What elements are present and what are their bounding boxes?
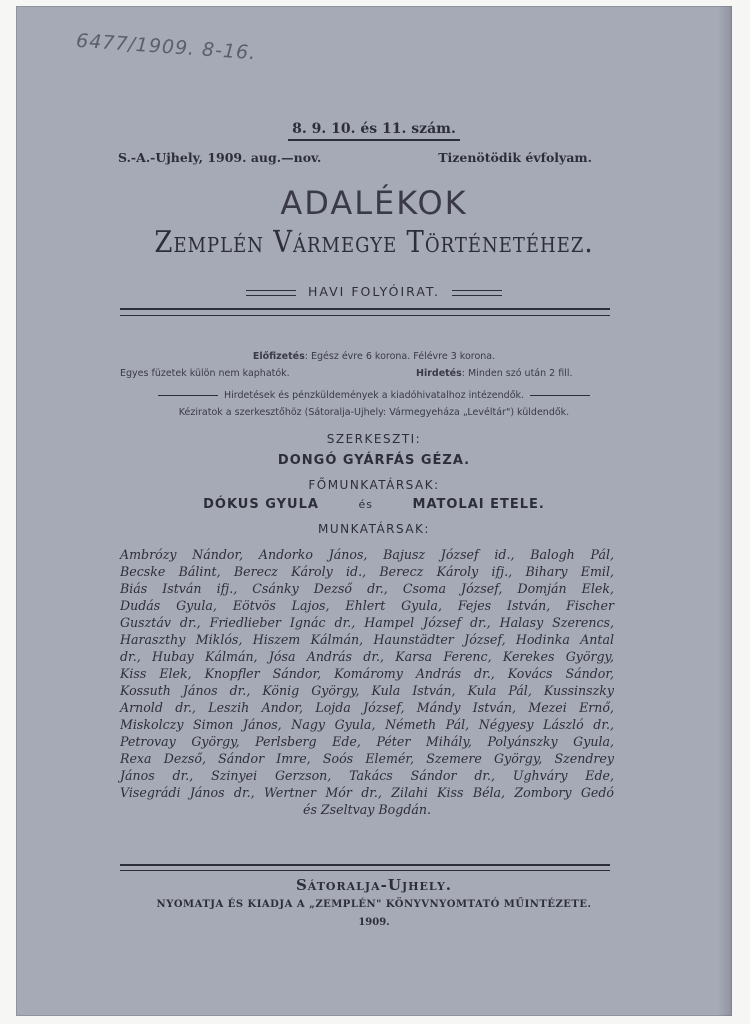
rule-right: [530, 395, 590, 396]
contributors-heading: MUNKATÁRSAK:: [318, 522, 430, 536]
ads-label: Hirdetés: [416, 368, 462, 379]
archive-handwritten-note: 6477/1909. 8-16.: [75, 29, 257, 65]
issue-number: [16, 118, 732, 141]
contributors-line: Haraszthy Miklós, Hiszem Kálmán, Haunstädter József, Hodinka Antal: [120, 632, 614, 647]
subscription-info: [16, 351, 732, 362]
issue-number-text: 8. 9. 10. és 11. szám.: [288, 121, 460, 141]
editor-name: DONGÓ GYÁRFÁS GÉZA.: [277, 453, 471, 468]
printer-imprint: NYOMATJA ÉS KIADJA A „ZEMPLÉN" KÖNYVNYOMTATÓ MŰINTÉZETE.: [156, 899, 592, 910]
footer-double-rule: [120, 864, 610, 871]
chief-collaborators-heading: FŐMUNKATÁRSAK:: [308, 478, 440, 492]
contributors-line: és Zseltvay Bogdán.: [303, 802, 431, 817]
contributors-line: dr., Hubay Kálmán, Jósa András dr., Karsa Ferenc, Kerekes György,: [120, 649, 614, 664]
contributors-line: Becske Bálint, Berecz Károly id., Berecz Károly ifj., Bihary Emil,: [120, 564, 614, 579]
editor-heading: SZERKESZTI:: [326, 432, 422, 446]
contributors-line: Rexa Dezső, Sándor Imre, Soós Elemér, Szemere György, Szendrey: [120, 751, 614, 766]
ads-money-note-row: [16, 390, 732, 401]
journal-title: ADALÉKOK: [280, 184, 468, 222]
chief-and: és: [358, 498, 373, 511]
subscription-label: Előfizetés: [252, 351, 305, 362]
manuscripts-note: Kéziratok a szerkesztőhöz (Sátoralja-Ujhely: Vármegyeháza „Levéltár") küldendők.: [178, 407, 570, 418]
contributors-line: János dr., Szinyei Gerzson, Takács Sándor dr., Ughváry Ede,: [120, 768, 614, 783]
periodical-label: HAVI FOLYÓIRAT.: [307, 284, 441, 299]
place-date: S.-A.-Ujhely, 1909. aug.—nov.: [118, 150, 322, 165]
contributors-line: Kiss Elek, Knopfler Sándor, Komáromy András dr., Kovács Sándor,: [120, 666, 614, 681]
journal-cover: [16, 6, 732, 1016]
single-issues-note: Egyes füzetek külön nem kaphatók.: [120, 368, 290, 379]
contributors-line: Petrovay György, Perlsberg Ede, Péter Mihály, Polyánszky Gyula,: [120, 734, 614, 749]
ads-money-note: Hirdetések és pénzküldemények a kiadóhivatalhoz intézendők.: [223, 390, 525, 401]
journal-subtitle: Zemplén Vármegye Történetéhez.: [154, 225, 594, 261]
volume: Tizenötödik évfolyam.: [438, 150, 592, 165]
chief-name-2: MATOLAI ETELE.: [412, 497, 545, 512]
contributors-line: Arnold dr., Leszih Andor, Lojda József, Mándy István, Mezei Ernő,: [120, 700, 614, 715]
publisher-place: Sátoralja-Ujhely.: [295, 876, 453, 894]
ads-info: [416, 368, 573, 379]
header-double-rule: [120, 308, 610, 316]
publication-year: 1909.: [358, 917, 390, 928]
contributors-line: Miskolczy Simon János, Nagy Gyula, Németh Pál, Négyesy László dr.,: [120, 717, 614, 732]
contributors-line: Biás István ifj., Csánky Dezső dr., Csoma József, Domján Elek,: [120, 581, 614, 596]
contributors-line: Dudás Gyula, Eötvös Lajos, Ehlert Gyula, Fejes István, Fischer: [120, 598, 614, 613]
subscription-text: : Egész évre 6 korona. Félévre 3 korona.: [304, 351, 496, 362]
ads-text: : Minden szó után 2 fill.: [461, 368, 573, 379]
contributors-list: [120, 546, 614, 818]
ornament-left: [246, 290, 296, 296]
rule-left: [158, 395, 218, 396]
contributors-line: Gusztáv dr., Friedlieber Ignác dr., Hampel József dr., Halasy Szerencs,: [120, 615, 614, 630]
chief-name-1: DÓKUS GYULA: [203, 497, 319, 512]
periodical-type: [16, 284, 732, 299]
contributors-line: Kossuth János dr., König György, Kula István, Kula Pál, Kussinszky: [120, 683, 614, 698]
chief-collaborators: [16, 497, 732, 512]
ornament-right: [452, 290, 502, 296]
contributors-line: Ambrózy Nándor, Andorko János, Bajusz József id., Balogh Pál,: [120, 547, 614, 562]
contributors-line: Visegrádi János dr., Wertner Mór dr., Zilahi Kiss Béla, Zombory Gedó: [120, 785, 614, 800]
